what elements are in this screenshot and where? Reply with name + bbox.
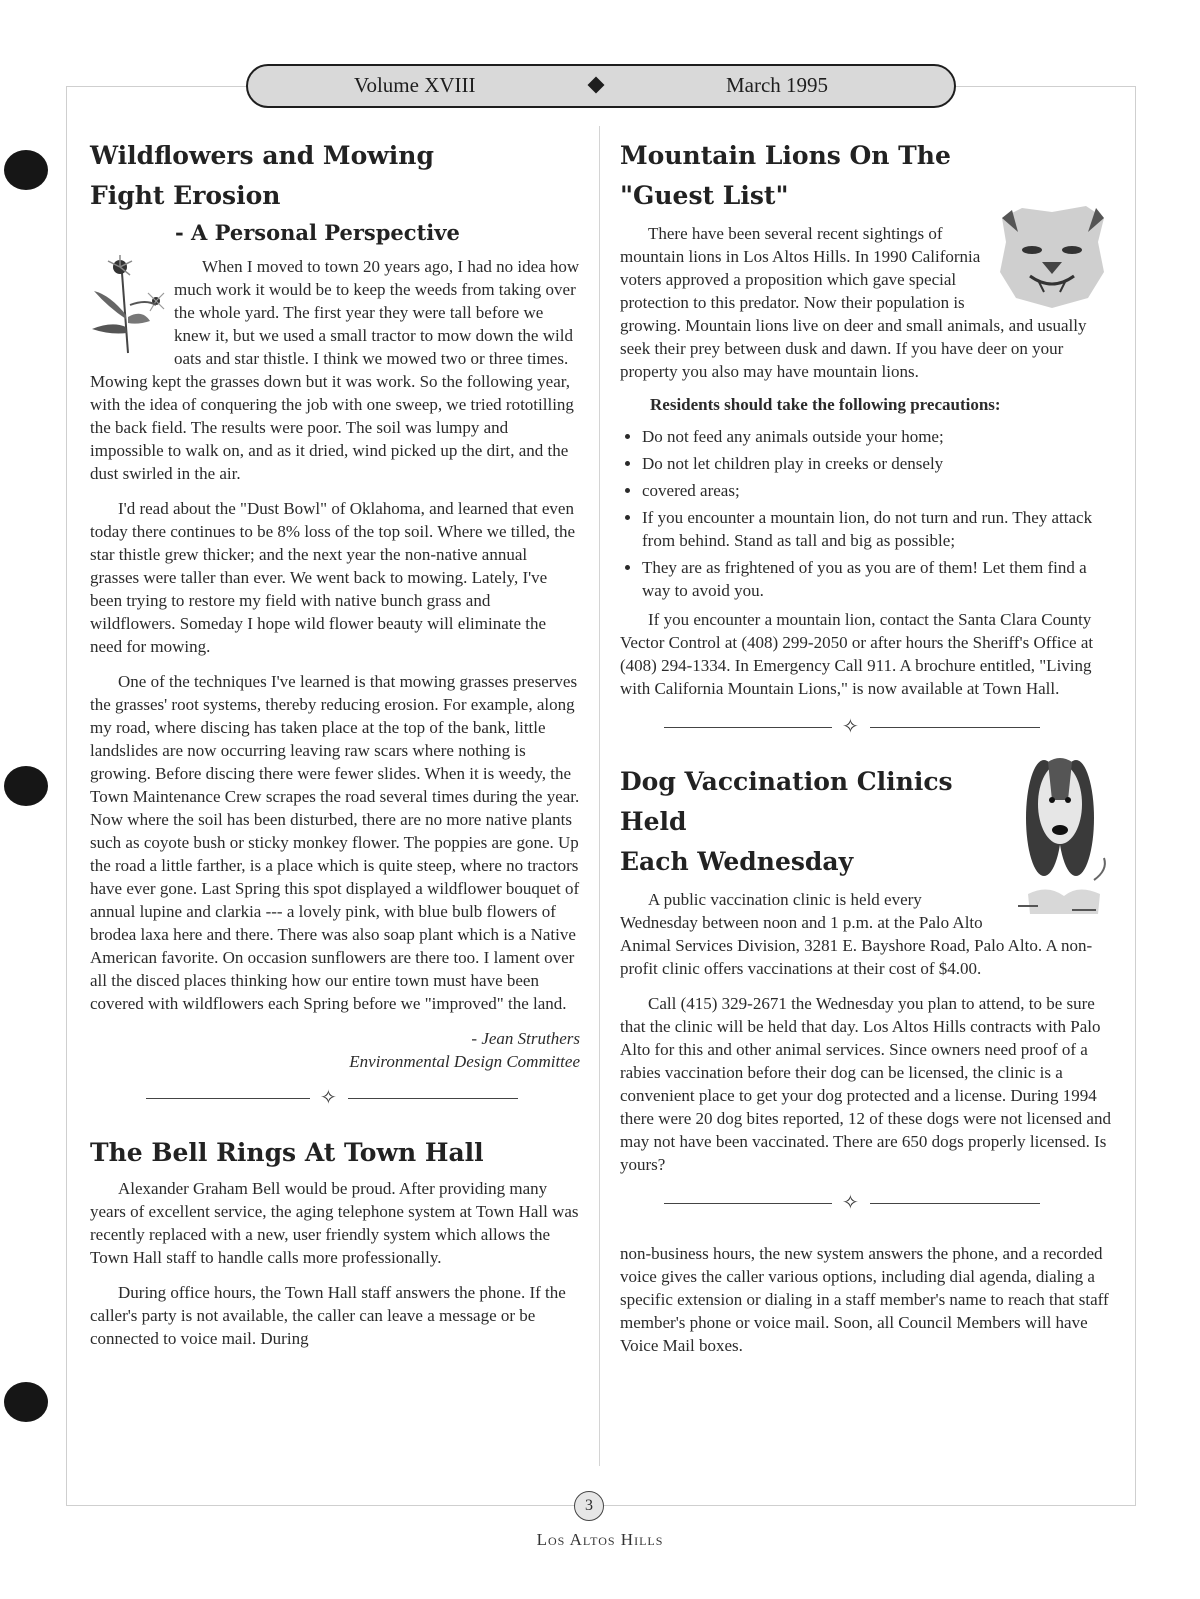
flower-illustration xyxy=(90,255,166,355)
article-title: Wildflowers and Mowing Fight Erosion xyxy=(90,141,434,210)
list-item: • covered areas; xyxy=(642,479,1112,502)
basset-hound-illustration xyxy=(1008,754,1112,922)
volume-label: Volume XVIII xyxy=(354,73,476,97)
list-item: • If you encounter a mountain lion, do not turn and run. They attack from behind. Stand as tall and big as possible; xyxy=(642,506,1112,552)
precautions-list xyxy=(620,425,1112,602)
four-point-star-icon: ✧ xyxy=(320,1085,337,1109)
paragraph: Alexander Graham Bell would be proud. After providing many years of excellent service, the aging telephone system at Town Hall was recently replaced with a new, user friendly system which allows the Town Hall staff to handle calls more professionally. xyxy=(90,1179,579,1267)
article-bell-rings xyxy=(90,1133,580,1350)
section-separator xyxy=(620,712,1112,744)
section-separator xyxy=(90,1083,580,1115)
list-item: • Do not let children play in creeks or densely xyxy=(642,452,1112,475)
article-mountain-lions xyxy=(620,136,1112,700)
page-number: 3 xyxy=(574,1491,604,1521)
paragraph: I'd read about the "Dust Bowl" of Oklahoma, and learned that even today there continues to be 8% loss of the top soil. Where we tilled, the star thistle grew thicker; and the next year the non-native annual grasses were taller than ever. We went back to mowing. Lately, I've been trying to restore my field with native bunch grass and wildflowers. Someday I hope wild flower beauty will eliminate the need for mowing. xyxy=(90,499,576,656)
four-point-star-icon: ✧ xyxy=(842,714,859,738)
precautions-heading: Residents should take the following precautions: xyxy=(650,395,1001,414)
paragraph: There have been several recent sightings of mountain lions in Los Altos Hills. In 1990 California voters approved a proposition which gave special protection to this predator. Now their population is growing. Mountain lions live on deer and small animals, and usually seek their prey between dusk and dawn. If you have deer on your property you also may have mountain lions. xyxy=(620,224,1087,381)
article-title: Dog Vaccination Clinics Held Each Wednesday xyxy=(620,767,953,876)
mountain-lion-illustration xyxy=(992,202,1112,312)
punch-hole-top xyxy=(4,150,48,190)
section-separator xyxy=(620,1188,1112,1220)
issue-header xyxy=(246,64,956,108)
right-column xyxy=(620,136,1112,1369)
article-title: The Bell Rings At Town Hall xyxy=(90,1138,484,1167)
paragraph: During office hours, the Town Hall staff answers the phone. If the caller's party is not available, the caller can leave a message or be connected to voice mail. During xyxy=(90,1283,566,1348)
issue-date: March 1995 xyxy=(726,73,829,97)
column-divider xyxy=(599,126,600,1466)
paragraph: When I moved to town 20 years ago, I had no idea how much work it would be to keep the weeds from taking over the whole yard. The first year they were tall before we knew it, but we used a small tractor to mow down the wild oats and star thistle. I think we mowed two or three times. Mowing kept the grasses down but it was work. So the following year, with the idea of conquering the job with one sweep, we tried rototilling the back field. The results were poor. The soil was lumpy and impossible to walk on, and as it dried, wind picked up the dirt, and the dust swirled in the air. xyxy=(90,257,580,483)
paragraph: Call (415) 329-2671 the Wednesday you plan to attend, to be sure that the clinic will be held that day. Los Altos Hills contracts with Palo Alto for this and other animal services. Since owners need proof of a rabies vaccination before their dog can be licensed, the clinic is a convenient place to get your dog protected and a license. During 1994 there were 20 dog bites reported, 12 of these dogs were not licensed and may not have been vaccinated. There are 650 dogs properly licensed. Is yours? xyxy=(620,994,1111,1174)
author-name: - Jean Struthers xyxy=(471,1029,580,1048)
paragraph: If you encounter a mountain lion, contact the Santa Clara County Vector Control at (408) 299-2050 or after hours the Sheriff's Office at (408) 294-1334. In Emergency Call 911. A brochure entitled, "Living with California Mountain Lions," is now available at Town Hall. xyxy=(620,610,1094,698)
article-wildflowers xyxy=(90,136,580,1073)
paragraph: A public vaccination clinic is held every Wednesday between noon and 1 p.m. at the Palo Alto Animal Services Division, 3281 E. Bayshore Road, Palo Alto. A non-profit clinic offers vaccinations at their cost of $4.00. xyxy=(620,890,1093,978)
four-point-star-icon: ✧ xyxy=(842,1190,859,1214)
punch-hole-bottom xyxy=(4,1382,48,1422)
left-column xyxy=(90,136,580,1362)
continued-text: non-business hours, the new system answers the phone, and a recorded voice gives the caller various options, including dial agenda, dialing a specific extension or dialing in a staff member's name to reach that staff member's phone or voice mail. Soon, all Council Members will have Voice Mail boxes. xyxy=(620,1244,1109,1355)
publication-name: Los Altos Hills xyxy=(536,1530,664,1549)
article-subtitle: - A Personal Perspective xyxy=(175,220,460,245)
paragraph: One of the techniques I've learned is that mowing grasses preserves the grasses' root systems, thereby reducing erosion. For example, along my road, where discing has taken place at the top of the bank, little landslides are now occurring leaving raw scars where nothing is growing. Before discing there were fewer slides. When it is weedy, the Town Maintenance Crew scrapes the road several times during the year. Now where the soil has been disturbed, there are no more native plants such as coyote bush or sticky monkey flower. The poppies are gone. Up the road a little farther, is a place which is quite steep, where no tractors have ever gone. Last Spring this spot displayed a wildflower bouquet of annual lupine and clarkia --- a lovely pink, with blue bulb flowers of brodea laxa here and there. There was also soap plant which is a Native American favorite. On occasion sunflowers are there too. I lament over all the disced places thinking how our entire town must have been covered with wildflowers each Spring before we "improved" the land. xyxy=(90,672,580,1013)
list-item: • They are as frightened of you as you are of them! Let them find a way to avoid you. xyxy=(642,556,1112,602)
list-item: • Do not feed any animals outside your home; xyxy=(642,425,1112,448)
diamond-icon xyxy=(588,77,605,94)
author-committee: Environmental Design Committee xyxy=(349,1052,580,1071)
punch-hole-middle xyxy=(4,766,48,806)
article-signature xyxy=(90,1027,580,1073)
article-dog-vaccination xyxy=(620,762,1112,1176)
article-title: Mountain Lions On The "Guest List" xyxy=(620,141,951,210)
